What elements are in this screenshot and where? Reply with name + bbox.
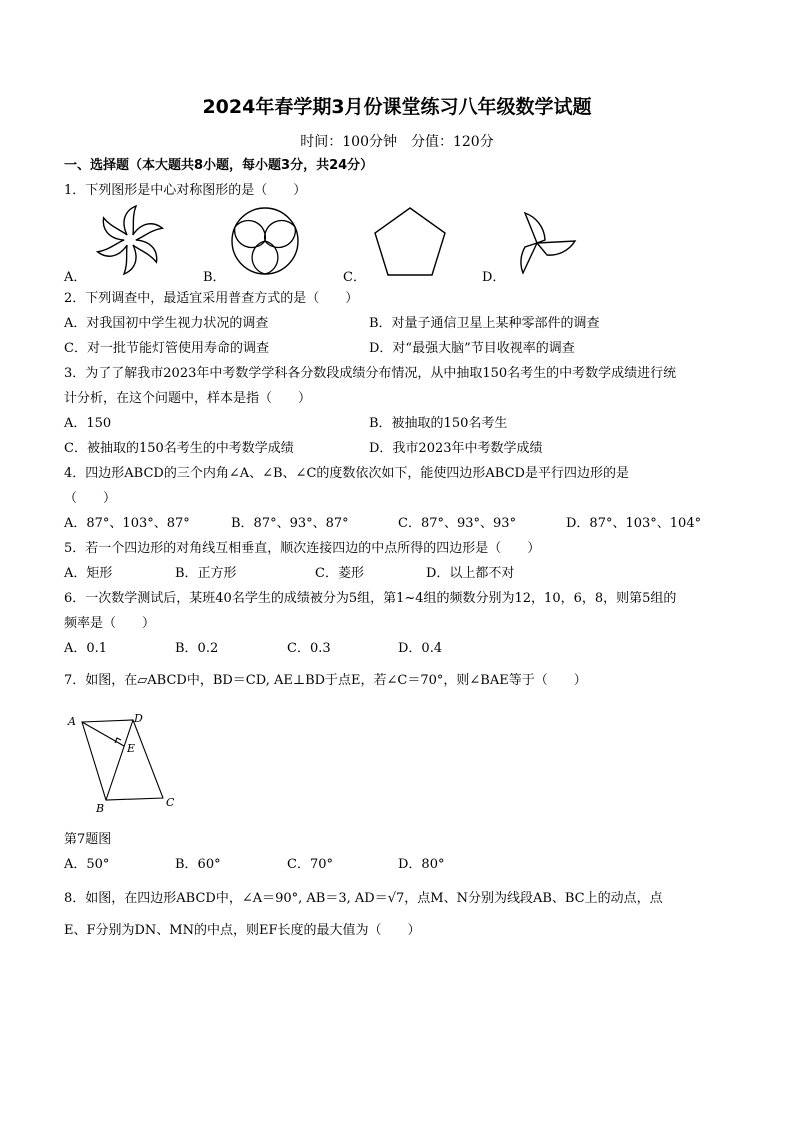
question-2-stem: 2．下列调查中，最适宜采用普查方式的是（ ） (64, 291, 359, 306)
q4-option-b: B．87°、93°、87° (231, 516, 349, 531)
question-3-stem-line2: 计分析，在这个问题中，样本是指（ ） (64, 391, 312, 406)
q2-option-c: C．对一批节能灯管使用寿命的调查 (64, 341, 269, 356)
q5-option-a: A．矩形 (64, 566, 113, 581)
q6-option-a: A．0.1 (64, 641, 108, 656)
q1-option-a: A． (64, 270, 87, 285)
q1-option-b: B． (203, 270, 226, 285)
section-heading: 一、选择题（本大题共8小题，每小题3分，共24分） (64, 158, 374, 173)
page-title: 2024年春学期3月份课堂练习八年级数学试题 (202, 96, 592, 118)
label-e: E (127, 742, 136, 755)
figure-1a-pinwheel (90, 205, 170, 275)
q3-option-d: D．我市2023年中考数学成绩 (369, 441, 543, 456)
q6-option-b: B．0.2 (175, 641, 219, 656)
figure-7-parallelogram (62, 710, 192, 820)
q7-option-c: C．70° (287, 857, 333, 872)
q3-option-b: B．被抽取的150名考生 (369, 416, 508, 431)
exam-info: 时间：100分钟 分值：120分 (300, 134, 494, 150)
q4-option-a: A．87°、103°、87° (64, 516, 190, 531)
figure-7-caption: 第7题图 (64, 832, 112, 847)
q5-option-d: D．以上都不对 (426, 566, 515, 581)
q4-option-c: C．87°、93°、93° (398, 516, 517, 531)
figure-1d-three-blades (505, 205, 580, 277)
label-a: A (68, 715, 76, 728)
q3-option-a: A．150 (64, 416, 112, 431)
q7-option-d: D．80° (398, 857, 445, 872)
question-8-stem-line1: 8．如图，在四边形ABCD中，∠A＝90°, AB＝3, AD＝√7，点M、N分别为线段AB、BC上的动点，点 (64, 891, 663, 906)
q2-option-d: D．对“最强大脑”节目收视率的调查 (369, 341, 575, 356)
q4-option-d: D．87°、103°、104° (566, 516, 702, 531)
q3-option-c: C．被抽取的150名考生的中考数学成绩 (64, 441, 294, 456)
label-c: C (166, 796, 175, 809)
q7-option-b: B．60° (175, 857, 221, 872)
petal (124, 206, 136, 235)
question-4-stem-line2: （ ） (64, 491, 117, 506)
question-4-stem-line1: 4．四边形ABCD的三个内角∠A、∠B、∠C的度数依次如下，能使四边形ABCD是平行四边形的是 (64, 466, 629, 481)
q6-option-c: C．0.3 (287, 641, 331, 656)
label-d: D (134, 712, 143, 725)
question-3-stem-line1: 3．为了了解我市2023年中考数学学科各分数段成绩分布情况，从中抽取150名考生的中考数学成绩进行统 (64, 366, 677, 381)
question-1-stem: 1．下列图形是中心对称图形的是（ ） (64, 183, 307, 198)
question-6-stem-line1: 6．一次数学测试后，某班40名学生的成绩被分为5组，第1~4组的频数分别为12，10，6，8，则第5组的 (64, 591, 677, 606)
q5-option-c: C．菱形 (315, 566, 364, 581)
question-5-stem: 5．若一个四边形的对角线互相垂直，顺次连接四边的中点所得的四边形是（ ） (64, 541, 541, 556)
q2-option-a: A．对我国初中学生视力状况的调查 (64, 316, 269, 331)
question-8-stem-line2: E、F分别为DN、MN的中点，则EF长度的最大值为（ ） (64, 923, 421, 938)
q1-option-d: D． (482, 270, 506, 285)
q6-option-d: D．0.4 (398, 641, 443, 656)
q5-option-b: B．正方形 (175, 566, 237, 581)
q1-option-c: C． (343, 270, 366, 285)
question-6-stem-line2: 频率是（ ） (64, 616, 156, 631)
q7-option-a: A．50° (64, 857, 110, 872)
label-b: B (96, 802, 105, 815)
question-7-stem: 7．如图，在▱ABCD中，BD＝CD, AE⊥BD于点E，若∠C＝70°，则∠BAE等于（ ） (64, 673, 587, 688)
q2-option-b: B．对量子通信卫星上某种零部件的调查 (369, 316, 600, 331)
figure-1b-circle-arcs (230, 205, 300, 277)
figure-1c-pentagon (370, 205, 450, 277)
